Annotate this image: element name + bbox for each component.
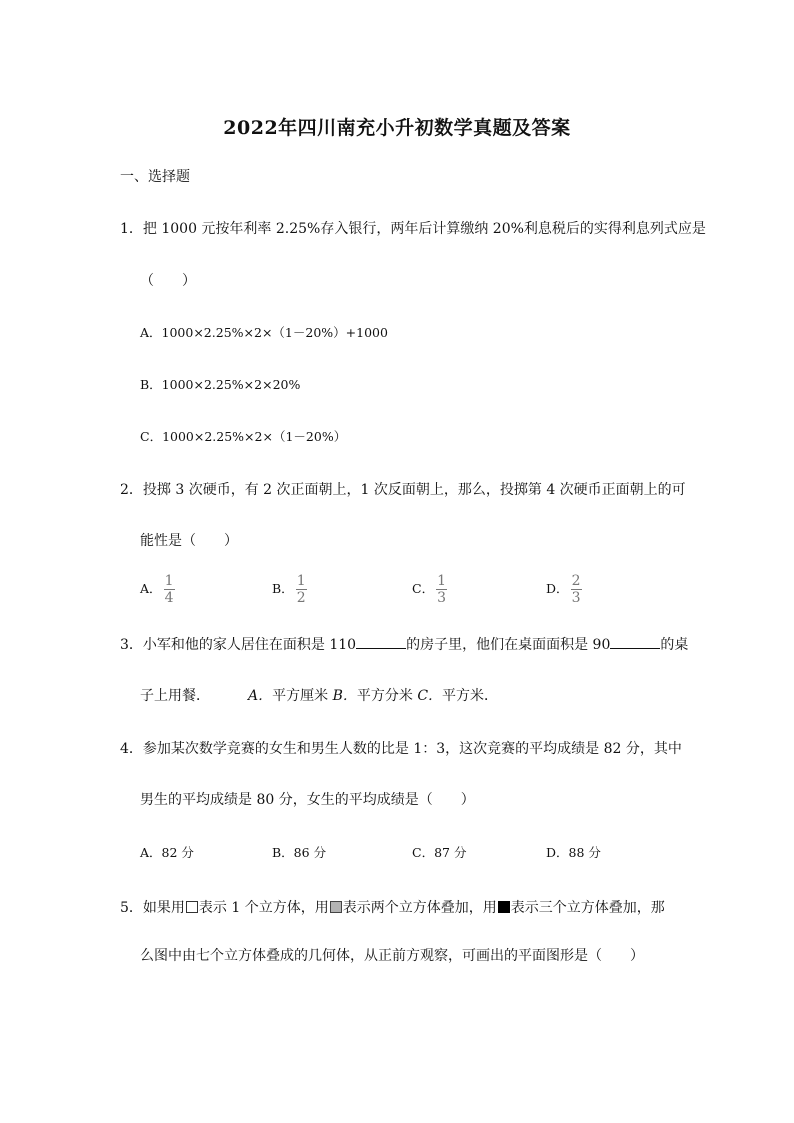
option-a: 平方厘米 bbox=[272, 688, 329, 704]
numerator: 1 bbox=[296, 573, 306, 589]
question-5-seg1: 5．如果用 bbox=[120, 900, 185, 916]
section-heading: 一、选择题 bbox=[120, 169, 190, 185]
option-c-label: C． bbox=[417, 688, 443, 704]
question-5-text bbox=[120, 897, 665, 917]
option-c bbox=[412, 574, 447, 605]
denominator: 4 bbox=[164, 590, 174, 606]
question-5-seg3: 表示两个立方体叠加，用 bbox=[342, 900, 497, 916]
white-square-icon bbox=[186, 901, 198, 913]
question-3-part2: 的房子里，他们在桌面面积是 90 bbox=[406, 637, 611, 653]
denominator: 2 bbox=[296, 590, 306, 606]
question-5-text-cont: 么图中由七个立方体叠成的几何体，从正前方观察，可画出的平面图形是（ ） bbox=[140, 948, 644, 964]
fraction bbox=[164, 574, 175, 605]
gray-square-icon bbox=[330, 901, 342, 913]
question-5-seg4: 表示三个立方体叠加，那 bbox=[510, 900, 665, 916]
answer-blank bbox=[356, 636, 406, 649]
question-1-paren: （ ） bbox=[140, 273, 196, 289]
page-title: 2022年四川南充小升初数学真题及答案 bbox=[223, 117, 571, 139]
option-label: B． bbox=[272, 581, 294, 596]
question-4-text: 4．参加某次数学竞赛的女生和男生人数的比是 1：3，这次竞赛的平均成绩是 82 分，其中 bbox=[120, 741, 682, 757]
question-3-part1: 3．小军和他的家人居住在面积是 110 bbox=[120, 637, 357, 653]
option-label: D． bbox=[546, 581, 569, 596]
question-3-part3: 的桌 bbox=[660, 637, 689, 653]
option-d: D．88 分 bbox=[546, 845, 601, 860]
option-c: C．87 分 bbox=[412, 845, 467, 860]
numerator: 1 bbox=[164, 573, 174, 589]
answer-blank bbox=[610, 636, 660, 649]
option-a: A．82 分 bbox=[140, 845, 194, 860]
option-b bbox=[272, 574, 307, 605]
option-a bbox=[140, 574, 175, 605]
option-label: A． bbox=[140, 581, 162, 596]
option-b: 平方分米 bbox=[356, 688, 413, 704]
option-c: 平方米． bbox=[442, 688, 499, 704]
option-label: C． bbox=[412, 581, 435, 596]
option-b: B．1000×2.25%×2×20% bbox=[140, 377, 301, 392]
option-c: C．1000×2.25%×2×（1－20%） bbox=[140, 429, 347, 444]
question-2-text: 2．投掷 3 次硬币，有 2 次正面朝上，1 次反面朝上，那么，投掷第 4 次硬币正面朝上的可 bbox=[120, 482, 686, 498]
option-a-label: A． bbox=[248, 688, 273, 704]
fraction bbox=[296, 574, 307, 605]
numerator: 2 bbox=[571, 573, 581, 589]
question-2-text-cont: 能性是（ ） bbox=[140, 533, 238, 549]
question-3-lead: 子上用餐． bbox=[140, 688, 210, 704]
option-b: B．86 分 bbox=[272, 845, 327, 860]
option-d bbox=[546, 574, 582, 605]
question-5-seg2: 表示 1 个立方体，用 bbox=[198, 900, 329, 916]
black-square-icon bbox=[498, 901, 510, 913]
question-3-text bbox=[120, 634, 688, 654]
denominator: 3 bbox=[571, 590, 581, 606]
numerator: 1 bbox=[437, 573, 447, 589]
fraction bbox=[436, 574, 447, 605]
denominator: 3 bbox=[437, 590, 447, 606]
option-b-label: B． bbox=[332, 688, 357, 704]
question-1-text: 1．把 1000 元按年利率 2.25%存入银行，两年后计算缴纳 20%利息税后的实得利息列式应是 bbox=[120, 221, 706, 237]
fraction bbox=[571, 574, 582, 605]
option-a: A．1000×2.25%×2×（1－20%）+1000 bbox=[140, 325, 388, 340]
question-3-text-cont bbox=[140, 685, 498, 705]
question-4-text-cont: 男生的平均成绩是 80 分，女生的平均成绩是（ ） bbox=[140, 792, 475, 808]
